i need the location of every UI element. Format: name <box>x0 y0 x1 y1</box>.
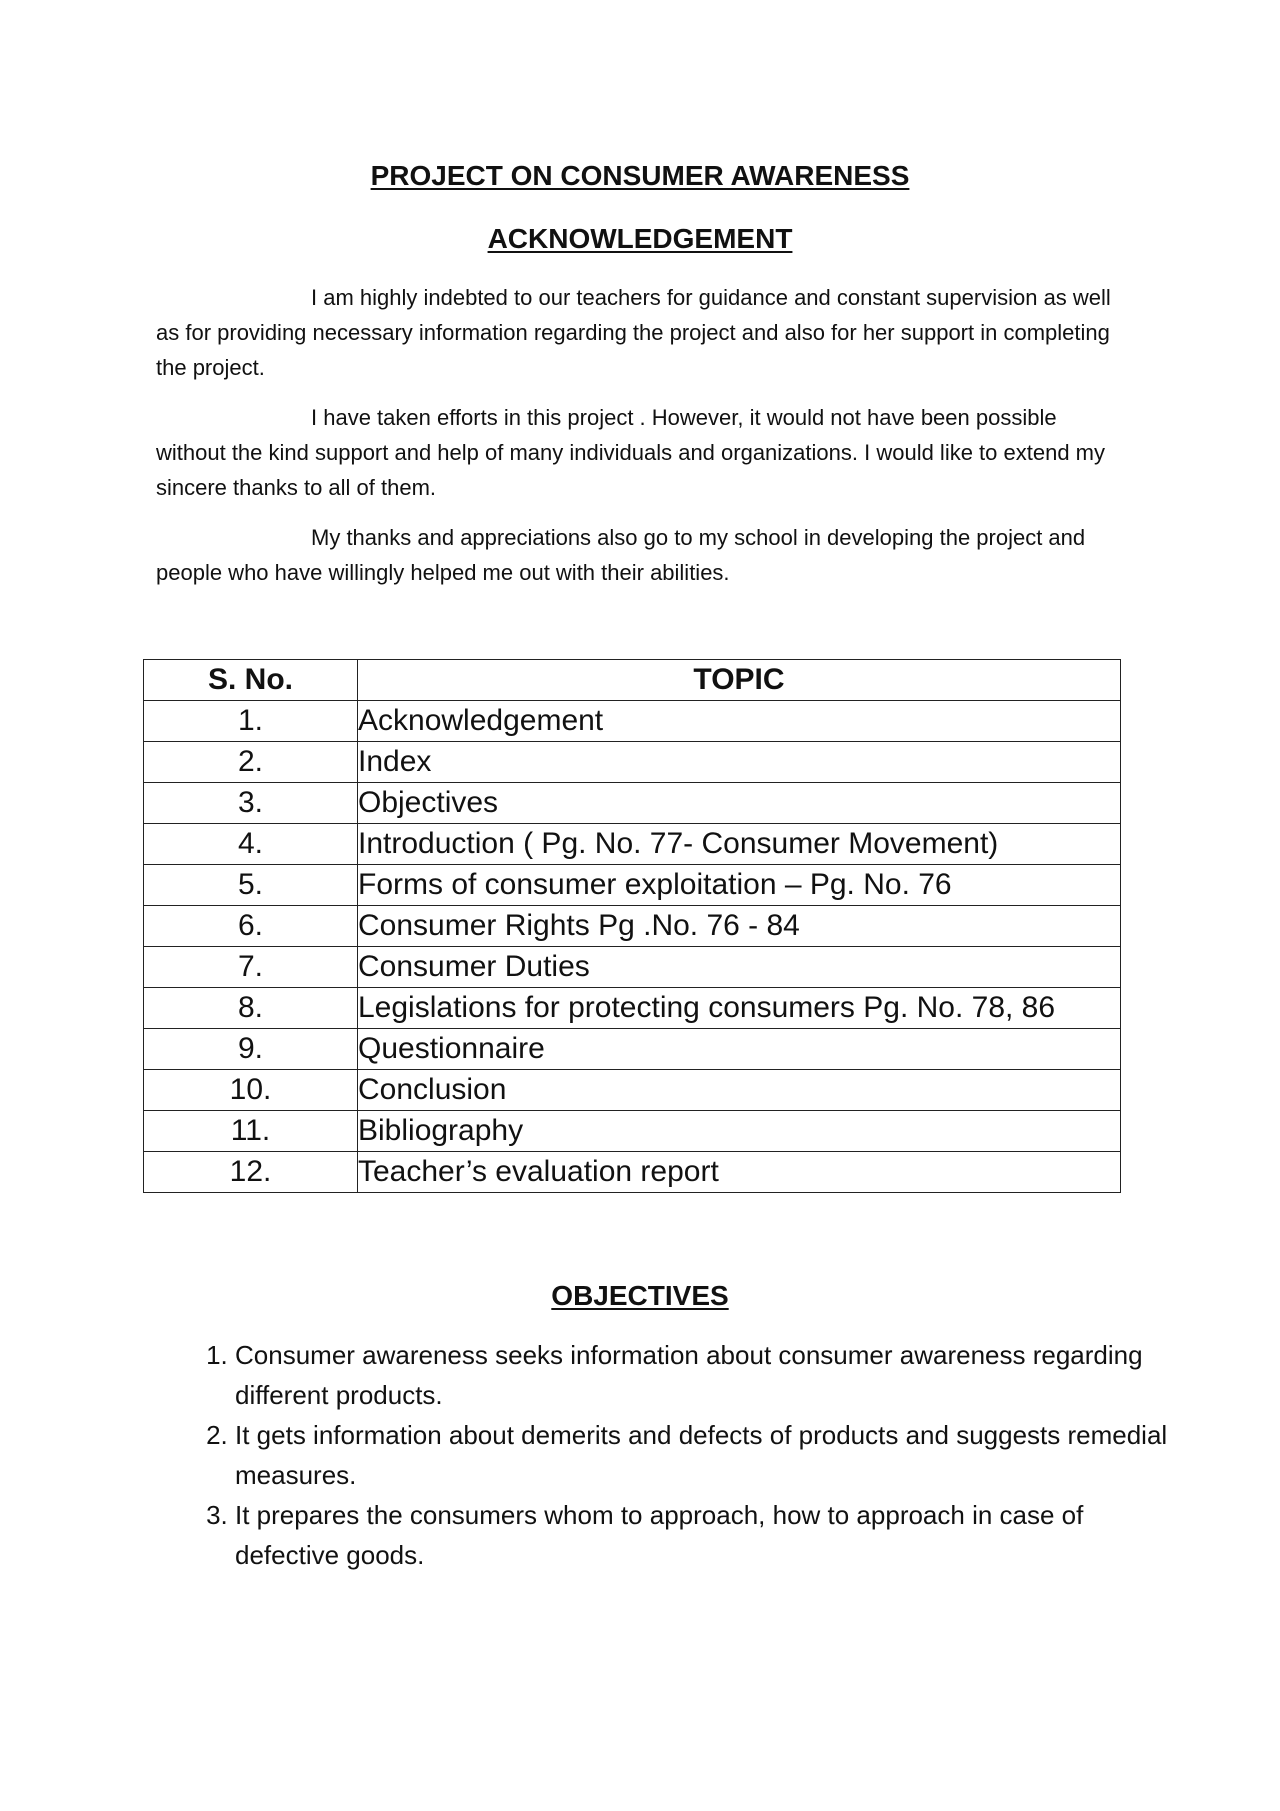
table-row <box>144 1029 1121 1070</box>
table-row <box>144 824 1121 865</box>
topic-cell: Legislations for protecting consumers Pg. No. 78, 86 <box>358 988 1121 1029</box>
table-row <box>144 783 1121 824</box>
topic-cell: Bibliography <box>358 1111 1121 1152</box>
topic-cell: Conclusion <box>358 1070 1121 1111</box>
list-item: 3. It prepares the consumers whom to approach, how to approach in case of defective goods. <box>235 1495 1170 1575</box>
table-row <box>144 1152 1121 1193</box>
serial-number-cell: 1. <box>144 701 358 742</box>
serial-number-cell: 3. <box>144 783 358 824</box>
index-table <box>143 659 1121 1193</box>
table-row <box>144 865 1121 906</box>
table-row <box>144 947 1121 988</box>
topic-cell: Introduction ( Pg. No. 77- Consumer Movement) <box>358 824 1121 865</box>
topic-cell: Consumer Duties <box>358 947 1121 988</box>
serial-number-cell: 11. <box>144 1111 358 1152</box>
serial-number-cell: 7. <box>144 947 358 988</box>
topic-cell: Objectives <box>358 783 1121 824</box>
acknowledgement-paragraph: My thanks and appreciations also go to my school in developing the project and people who have willingly helped me out with their abilities. <box>156 525 1086 585</box>
objectives-heading: OBJECTIVES <box>551 1280 729 1311</box>
table-row <box>144 988 1121 1029</box>
topic-cell: Consumer Rights Pg .No. 76 - 84 <box>358 906 1121 947</box>
table-row <box>144 701 1121 742</box>
serial-number-cell: 9. <box>144 1029 358 1070</box>
table-row <box>144 742 1121 783</box>
table-row <box>144 1070 1121 1111</box>
topic-cell: Teacher’s evaluation report <box>358 1152 1121 1193</box>
list-item: 2. It gets information about demerits and defects of products and suggests remedial measures. <box>235 1415 1170 1495</box>
serial-number-cell: 5. <box>144 865 358 906</box>
list-item: 1. Consumer awareness seeks information about consumer awareness regarding different products. <box>235 1335 1170 1415</box>
acknowledgement-paragraph: I have taken efforts in this project . However, it would not have been possible without the kind support and help of many individuals and organizations. I would like to extend my sincere thanks to all of them. <box>156 405 1106 500</box>
objectives-list <box>195 1335 1170 1575</box>
serial-number-cell: 4. <box>144 824 358 865</box>
topic-cell: Acknowledgement <box>358 701 1121 742</box>
serial-number-cell: 10. <box>144 1070 358 1111</box>
column-header-serial-number: S. No. <box>144 660 358 701</box>
column-header-topic: TOPIC <box>358 660 1121 701</box>
table-row <box>144 1111 1121 1152</box>
serial-number-cell: 2. <box>144 742 358 783</box>
topic-cell: Questionnaire <box>358 1029 1121 1070</box>
document-title: PROJECT ON CONSUMER AWARENESS <box>370 160 910 191</box>
serial-number-cell: 8. <box>144 988 358 1029</box>
topic-cell: Index <box>358 742 1121 783</box>
serial-number-cell: 6. <box>144 906 358 947</box>
topic-cell: Forms of consumer exploitation – Pg. No. 76 <box>358 865 1121 906</box>
serial-number-cell: 12. <box>144 1152 358 1193</box>
acknowledgement-heading: ACKNOWLEDGEMENT <box>487 223 793 254</box>
table-row <box>144 906 1121 947</box>
acknowledgement-paragraph: I am highly indebted to our teachers for guidance and constant supervision as well as for providing necessary information regarding the project and also for her support in completing the project. <box>156 285 1111 380</box>
table-header-row <box>144 660 1121 701</box>
